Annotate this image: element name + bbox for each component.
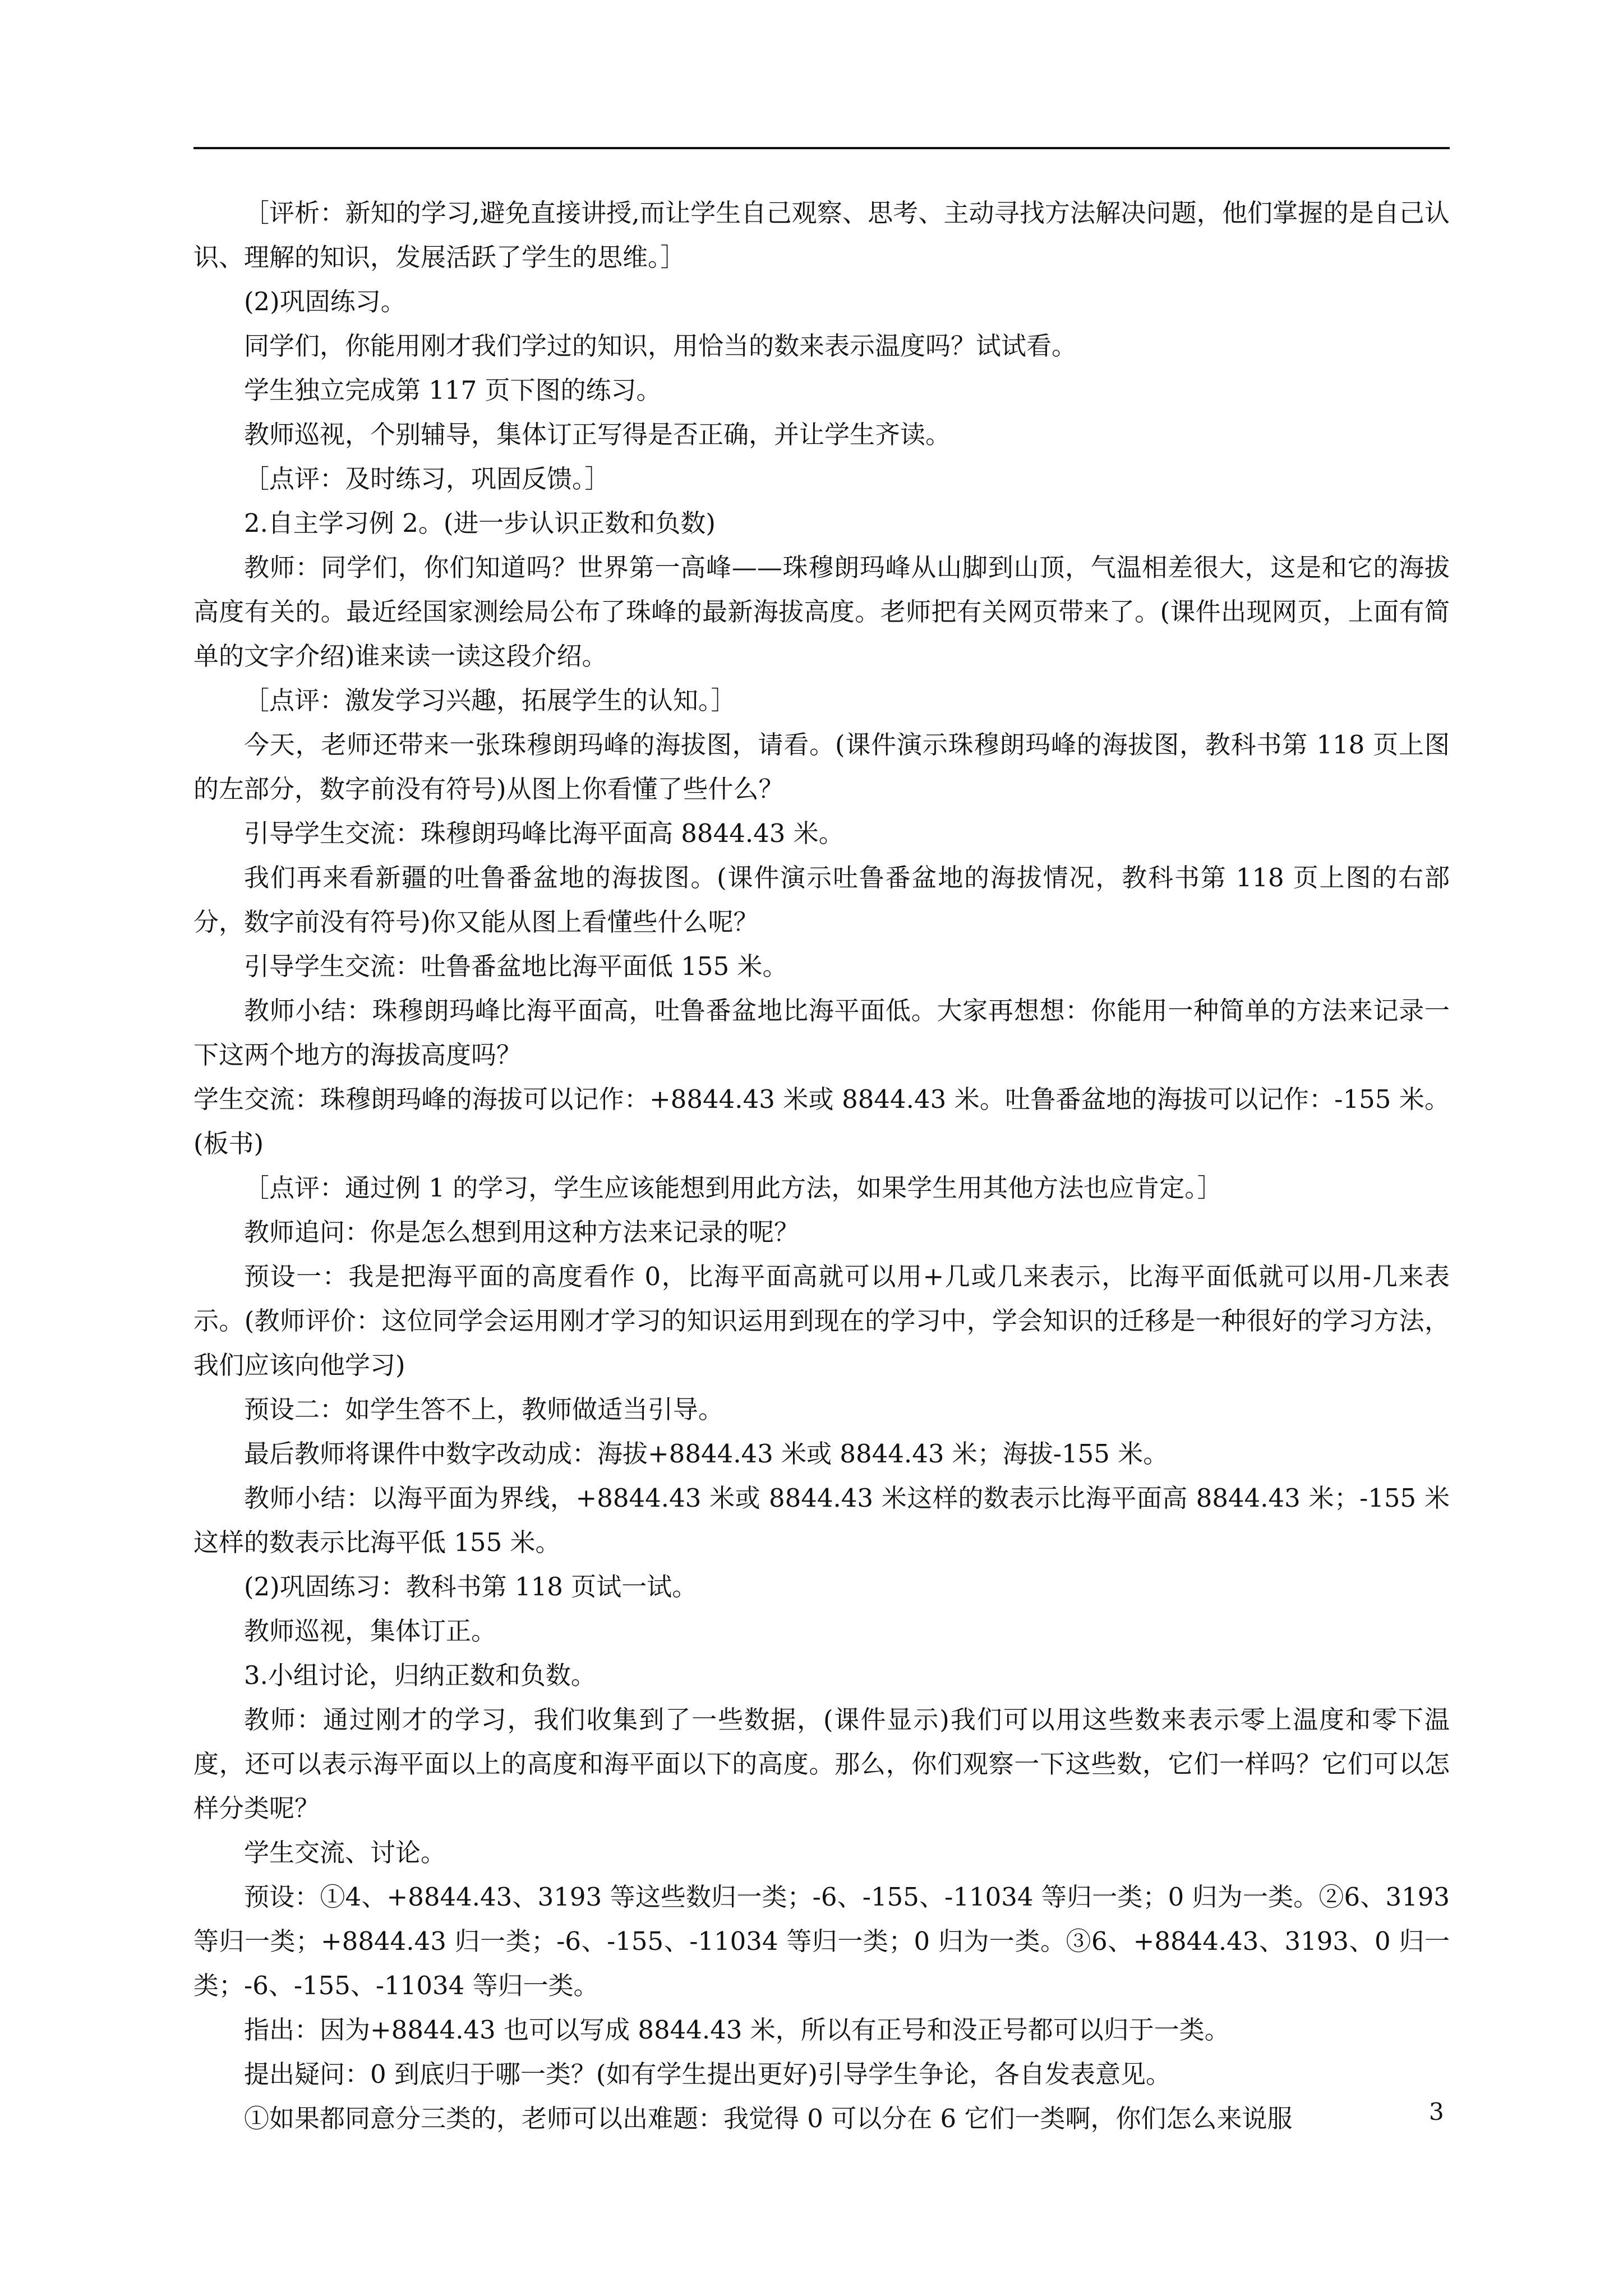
paragraph: 教师追问：你是怎么想到用这种方法来记录的呢？ — [244, 1217, 800, 1247]
paragraph: 提出疑问：0 到底归于哪一类？(如有学生提出更好)引导学生争论，各自发表意见。 — [244, 2059, 1172, 2089]
paragraph-heading: 3.小组讨论，归纳正数和负数。 — [244, 1660, 596, 1690]
paragraph: ①如果都同意分三类的，老师可以出难题：我觉得 0 可以分在 6 它们一类啊，你们怎么来说服 — [244, 2104, 1293, 2133]
paragraph-heading: (2)巩固练习。 — [244, 287, 406, 316]
paragraph: (2)巩固练习：教科书第 118 页试一试。 — [244, 1572, 698, 1602]
paragraph: 教师巡视，集体订正。 — [244, 1616, 497, 1646]
paragraph: 预设一：我是把海平面的高度看作 0，比海平面高就可以用+几或几来表示，比海平面低就可以用-几来表示。(教师评价：这位同学会运用刚才学习的知识运用到现在的学习中，学会知识的迁移是一种很好的学习方法，我们应该向他学习) — [193, 1262, 1450, 1380]
paragraph: 预设二：如学生答不上，教师做适当引导。 — [244, 1395, 724, 1424]
document-body — [193, 191, 1450, 2141]
paragraph: 教师：通过刚才的学习，我们收集到了一些数据，(课件显示)我们可以用这些数来表示零上温度和零下温度，还可以表示海平面以上的高度和海平面以下的高度。那么，你们观察一下这些数，它们一样吗？它们可以怎样分类呢？ — [193, 1705, 1450, 1823]
paragraph: 学生交流：珠穆朗玛峰的海拔可以记作：+8844.43 米或 8844.43 米。吐鲁番盆地的海拔可以记作：-155 米。(板书) — [193, 1084, 1450, 1158]
paragraph-commentary: ［点评：激发学习兴趣，拓展学生的认知。］ — [244, 685, 736, 715]
paragraph-commentary: ［评析：新知的学习,避免直接讲授,而让学生自己观察、思考、主动寻找方法解决问题，他们掌握的是自己认识、理解的知识，发展活跃了学生的思维。］ — [193, 198, 1450, 272]
paragraph: 引导学生交流：吐鲁番盆地比海平面低 155 米。 — [244, 951, 788, 981]
paragraph: 引导学生交流：珠穆朗玛峰比海平面高 8844.43 米。 — [244, 818, 844, 848]
paragraph: 教师巡视，个别辅导，集体订正写得是否正确，并让学生齐读。 — [244, 420, 951, 449]
paragraph: 最后教师将课件中数字改动成：海拔+8844.43 米或 8844.43 米；海拔-155 米。 — [244, 1439, 1169, 1469]
paragraph: 今天，老师还带来一张珠穆朗玛峰的海拔图，请看。(课件演示珠穆朗玛峰的海拔图，教科书第 118 页上图的左部分，数字前没有符号)从图上你看懂了些什么？ — [193, 730, 1450, 804]
paragraph: 我们再来看新疆的吐鲁番盆地的海拔图。(课件演示吐鲁番盆地的海拔情况，教科书第 118 页上图的右部分，数字前没有符号)你又能从图上看懂些什么呢？ — [193, 863, 1450, 937]
paragraph: 预设：①4、+8844.43、3193 等这些数归一类；-6、-155、-11034 等归一类；0 归为一类。②6、3193 等归一类；+8844.43 归一类；-6、-155、-11034 等归一类；0 归为一类。③6、+8844.43、3193、0 归一类；-6、-155、-11034 等归一类。 — [193, 1882, 1450, 2000]
paragraph: 教师小结：以海平面为界线，+8844.43 米或 8844.43 米这样的数表示比海平面高 8844.43 米；-155 米这样的数表示比海平低 155 米。 — [193, 1483, 1450, 1557]
paragraph: 学生交流、讨论。 — [244, 1838, 446, 1867]
paragraph: 同学们，你能用刚才我们学过的知识，用恰当的数来表示温度吗？试试看。 — [244, 331, 1077, 361]
header-rule — [193, 147, 1450, 149]
paragraph: 指出：因为+8844.43 也可以写成 8844.43 米，所以有正号和没正号都可以归于一类。 — [244, 2015, 1230, 2045]
paragraph: 学生独立完成第 117 页下图的练习。 — [244, 375, 662, 405]
paragraph-commentary: ［点评：及时练习，巩固反馈。］ — [244, 464, 610, 494]
paragraph-heading: 2.自主学习例 2。(进一步认识正数和负数) — [244, 508, 716, 538]
paragraph: 教师：同学们，你们知道吗？世界第一高峰——珠穆朗玛峰从山脚到山顶，气温相差很大，这是和它的海拔高度有关的。最近经国家测绘局公布了珠峰的最新海拔高度。老师把有关网页带来了。(课件出现网页，上面有简单的文字介绍)谁来读一读这段介绍。 — [193, 553, 1450, 671]
page-number: 3 — [1429, 2098, 1444, 2125]
paragraph-commentary: ［点评：通过例 1 的学习，学生应该能想到用此方法，如果学生用其他方法也应肯定。］ — [244, 1173, 1223, 1203]
paragraph: 教师小结：珠穆朗玛峰比海平面高，吐鲁番盆地比海平面低。大家再想想：你能用一种简单的方法来记录一下这两个地方的海拔高度吗？ — [193, 996, 1450, 1070]
